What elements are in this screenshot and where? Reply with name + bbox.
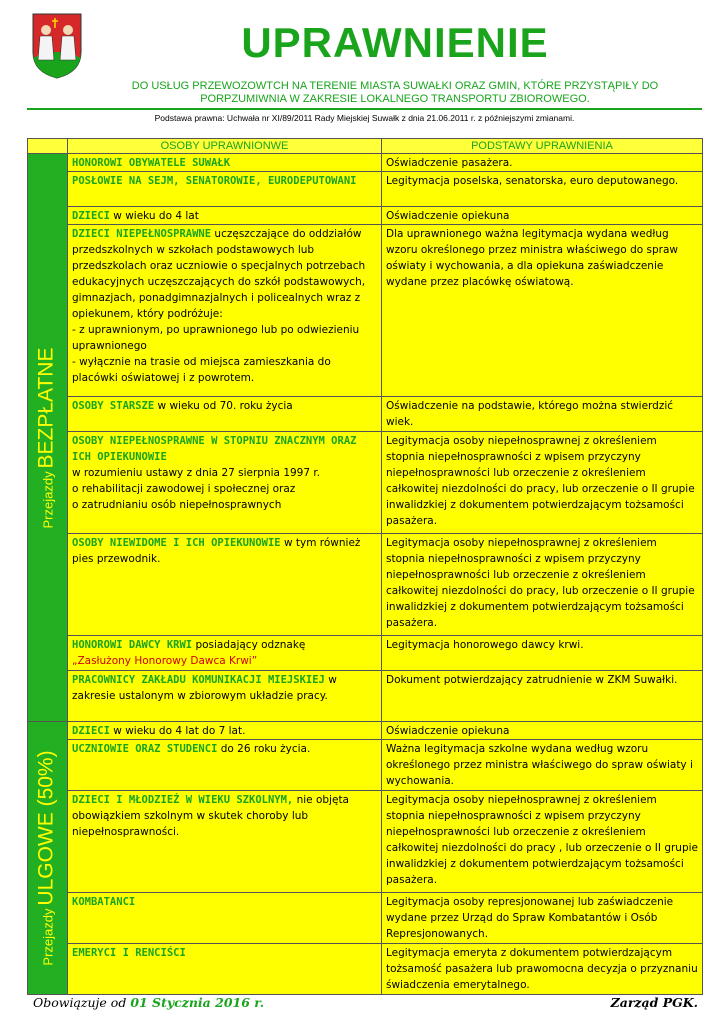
entitled-persons-cell bbox=[68, 397, 382, 432]
person-description: do 26 roku życia. bbox=[217, 743, 311, 755]
free-rides-section-label bbox=[34, 347, 57, 528]
person-category: DZIECI bbox=[72, 210, 110, 222]
entitled-persons-cell bbox=[68, 944, 382, 995]
person-category: DZIECI NIEPEŁNOSPRAWNE bbox=[72, 228, 212, 240]
entitlement-basis-cell: Legitymacja honorowego dawcy krwi. bbox=[382, 636, 703, 671]
person-description: w wieku do 4 lat bbox=[109, 210, 199, 222]
entitlement-basis-cell: Dla uprawnionego ważna legitymacja wydana według wzoru określonego przez ministra właściwego do spraw oświaty i wychowania, a dla opiekuna zaświadczenie wydane przez placówkę oświatową. bbox=[382, 225, 703, 397]
entitlement-basis-cell: Ważna legitymacja szkolne wydana według wzoru określonego przez ministra właściwego do spraw oświaty i wychowania. bbox=[382, 740, 703, 791]
valid-from bbox=[33, 995, 264, 1010]
entitlement-basis-cell: Oświadczenie opiekuna bbox=[382, 722, 703, 740]
reduced-rides-section bbox=[28, 722, 68, 995]
table-row bbox=[28, 534, 703, 636]
person-category: OSOBY NIEPEŁNOSPRAWNE W STOPNIU ZNACZNYM ORAZ ICH OPIEKUNOWIE bbox=[72, 435, 357, 463]
section-prefix: Przejazdy bbox=[40, 908, 55, 966]
entitled-persons-cell bbox=[68, 722, 382, 740]
person-category: POSŁOWIE NA SEJM, SENATOROWIE, EURODEPUTOWANI bbox=[72, 175, 357, 187]
entitled-persons-cell bbox=[68, 207, 382, 225]
reduced-rides-section-label bbox=[34, 750, 57, 966]
person-description: w zakresie ustalonym w zbiorowym układzie pracy. bbox=[72, 674, 337, 702]
document-subtitle bbox=[100, 80, 690, 106]
person-category: HONOROWI DAWCY KRWI bbox=[72, 639, 193, 651]
entitlement-basis-cell: Legitymacja osoby represjonowanej lub zaświadczenie wydane przez Urząd do Spraw Kombatantów i Osób Represjonowanych. bbox=[382, 893, 703, 944]
subtitle-line-1: DO USŁUG PRZEWOZOWTCH NA TERENIE MIASTA SUWAŁKI ORAZ GMIN, KTÓRE PRZYSTĄPIŁY DO bbox=[131, 80, 659, 92]
person-category: HONOROWI OBYWATELE SUWAŁK bbox=[72, 157, 231, 169]
section-name: ULGOWE (50%) bbox=[34, 750, 57, 906]
section-prefix: Przejazdy bbox=[40, 470, 55, 528]
table-row bbox=[28, 893, 703, 944]
person-description: posiadający odznakę bbox=[192, 639, 306, 651]
entitlement-basis-cell: Legitymacja poselska, senatorska, euro deputowanego. bbox=[382, 172, 703, 207]
valid-from-prefix: Obowiązuje od bbox=[33, 995, 131, 1010]
person-description: w wieku do 4 lat do 7 lat. bbox=[109, 725, 246, 737]
table-row bbox=[28, 432, 703, 534]
person-category: OSOBY STARSZE bbox=[72, 400, 155, 412]
person-description: w rozumieniu ustawy z dnia 27 sierpnia 1997 r. o rehabilitacji zawodowej i społecznej oraz o zatrudnianiu osób niepełnosprawnych bbox=[72, 467, 321, 511]
entitled-persons-cell bbox=[68, 432, 382, 534]
person-description: w wieku od 70. roku życia bbox=[154, 400, 293, 412]
free-rides-section bbox=[28, 154, 68, 722]
table-row bbox=[28, 671, 703, 722]
table-row bbox=[28, 154, 703, 172]
subtitle-line-2: PORPZUMIWNIA W ZAKRESIE LOKALNEGO TRANSPORTU ZBIOROWEGO. bbox=[200, 93, 590, 105]
header-basis: PODSTAWY UPRAWNIENIA bbox=[382, 139, 703, 154]
entitled-persons-cell bbox=[68, 534, 382, 636]
entitled-persons-cell bbox=[68, 671, 382, 722]
entitlement-basis-cell: Oświadczenie opiekuna bbox=[382, 207, 703, 225]
person-category: EMERYCI I RENCIŚCI bbox=[72, 947, 186, 959]
header-persons: OSOBY UPRAWNIONWE bbox=[68, 139, 382, 154]
person-category: OSOBY NIEWIDOME I ICH OPIEKUNOWIE bbox=[72, 537, 281, 549]
table-row bbox=[28, 722, 703, 740]
entitled-persons-cell bbox=[68, 893, 382, 944]
entitlements-table bbox=[27, 138, 703, 995]
person-category: DZIECI bbox=[72, 725, 110, 737]
entitled-persons-cell bbox=[68, 225, 382, 397]
legal-basis: Podstawa prawna: Uchwała nr XI/89/2011 Rady Miejskiej Suwałk z dnia 21.06.2011 r. z późniejszymi zmianami. bbox=[154, 113, 575, 123]
person-category: UCZNIOWIE ORAZ STUDENCI bbox=[72, 743, 218, 755]
badge-name: „Zasłużony Honorowy Dawca Krwi” bbox=[72, 655, 258, 667]
table-header bbox=[28, 139, 703, 154]
entitled-persons-cell bbox=[68, 791, 382, 893]
person-category: PRACOWNICY ZAKŁADU KOMUNIKACJI MIEJSKIEJ bbox=[72, 674, 325, 686]
coat-of-arms-icon bbox=[31, 12, 83, 80]
table-row bbox=[28, 791, 703, 893]
table-row bbox=[28, 636, 703, 671]
entitlement-basis-cell: Oświadczenie pasażera. bbox=[382, 154, 703, 172]
valid-from-date: 01 Stycznia 2016 r. bbox=[130, 995, 265, 1010]
entitlement-basis-cell: Dokument potwierdzający zatrudnienie w ZKM Suwałki. bbox=[382, 671, 703, 722]
document-title: UPRAWNIENIE bbox=[241, 19, 549, 66]
entitled-persons-cell bbox=[68, 154, 382, 172]
table-row bbox=[28, 207, 703, 225]
person-description: uczęszczające do oddziałów przedszkolnych w szkołach podstawowych lub przedszkolach oraz uczniowie o specjalnych potrzebach edukacyjnych uczęszczających do szkół podstawowych, gimnazjach, ponadgimnazjalnych i policealnych wraz z opiekunem, który podróżuje: - z uprawnionym, po uprawnionego lub po odwiezieniu uprawnionego - wyłącznie na trasie od miejsca zamieszkania do placówki oświatowej i z powrotem. bbox=[72, 228, 366, 384]
table-row bbox=[28, 172, 703, 207]
entitlement-basis-cell: Oświadczenie na podstawie, którego można stwierdzić wiek. bbox=[382, 397, 703, 432]
table-row bbox=[28, 397, 703, 432]
table-row bbox=[28, 225, 703, 397]
person-category: DZIECI I MŁODZIEŻ W WIEKU SZKOLNYM, bbox=[72, 794, 294, 806]
person-description: nie objęta obowiązkiem szkolnym w skutek choroby lub niepełnosprawności. bbox=[72, 794, 349, 838]
table-row bbox=[28, 944, 703, 995]
signature: Zarząd PGK. bbox=[610, 995, 698, 1010]
section-name: BEZPŁATNE bbox=[34, 347, 57, 468]
entitlement-basis-cell: Legitymacja emeryta z dokumentem potwierdzającym tożsamość pasażera lub prawomocna decyzja o przyznaniu świadczenia emerytalnego. bbox=[382, 944, 703, 995]
entitled-persons-cell bbox=[68, 740, 382, 791]
entitled-persons-cell bbox=[68, 172, 382, 207]
entitlement-basis-cell: Legitymacja osoby niepełnosprawnej z określeniem stopnia niepełnosprawności z wpisem przyczyny niepełnosprawności lub orzeczenie z określeniem całkowitej niezdolności do pracy, lub orzeczenie o II grupie inwalidzkiej z dokumentem potwierdzającym tożsamości pasażera. bbox=[382, 534, 703, 636]
header-divider bbox=[27, 108, 702, 110]
table-row bbox=[28, 740, 703, 791]
person-category: KOMBATANCI bbox=[72, 896, 136, 908]
entitlement-basis-cell: Legitymacja osoby niepełnosprawnej z określeniem stopnia niepełnosprawności z wpisem przyczyny niepełnosprawności lub orzeczenie z określeniem całkowitej niezdolności do pracy, lub orzeczenie o II grupie inwalidzkiej z dokumentem potwierdzającym tożsamości pasażera. bbox=[382, 432, 703, 534]
entitled-persons-cell bbox=[68, 636, 382, 671]
entitlement-basis-cell: Legitymacja osoby niepełnosprawnej z określeniem stopnia niepełnosprawności z wpisem przyczyny niepełnosprawności lub orzeczenie z określeniem całkowitej niezdolności do pracy , lub orzeczenie o II grupie inwalidzkiej z dokumentem potwierdzającym tożsamości pasażera. bbox=[382, 791, 703, 893]
header-blank bbox=[28, 139, 68, 154]
person-description: w tym również pies przewodnik. bbox=[72, 537, 361, 565]
